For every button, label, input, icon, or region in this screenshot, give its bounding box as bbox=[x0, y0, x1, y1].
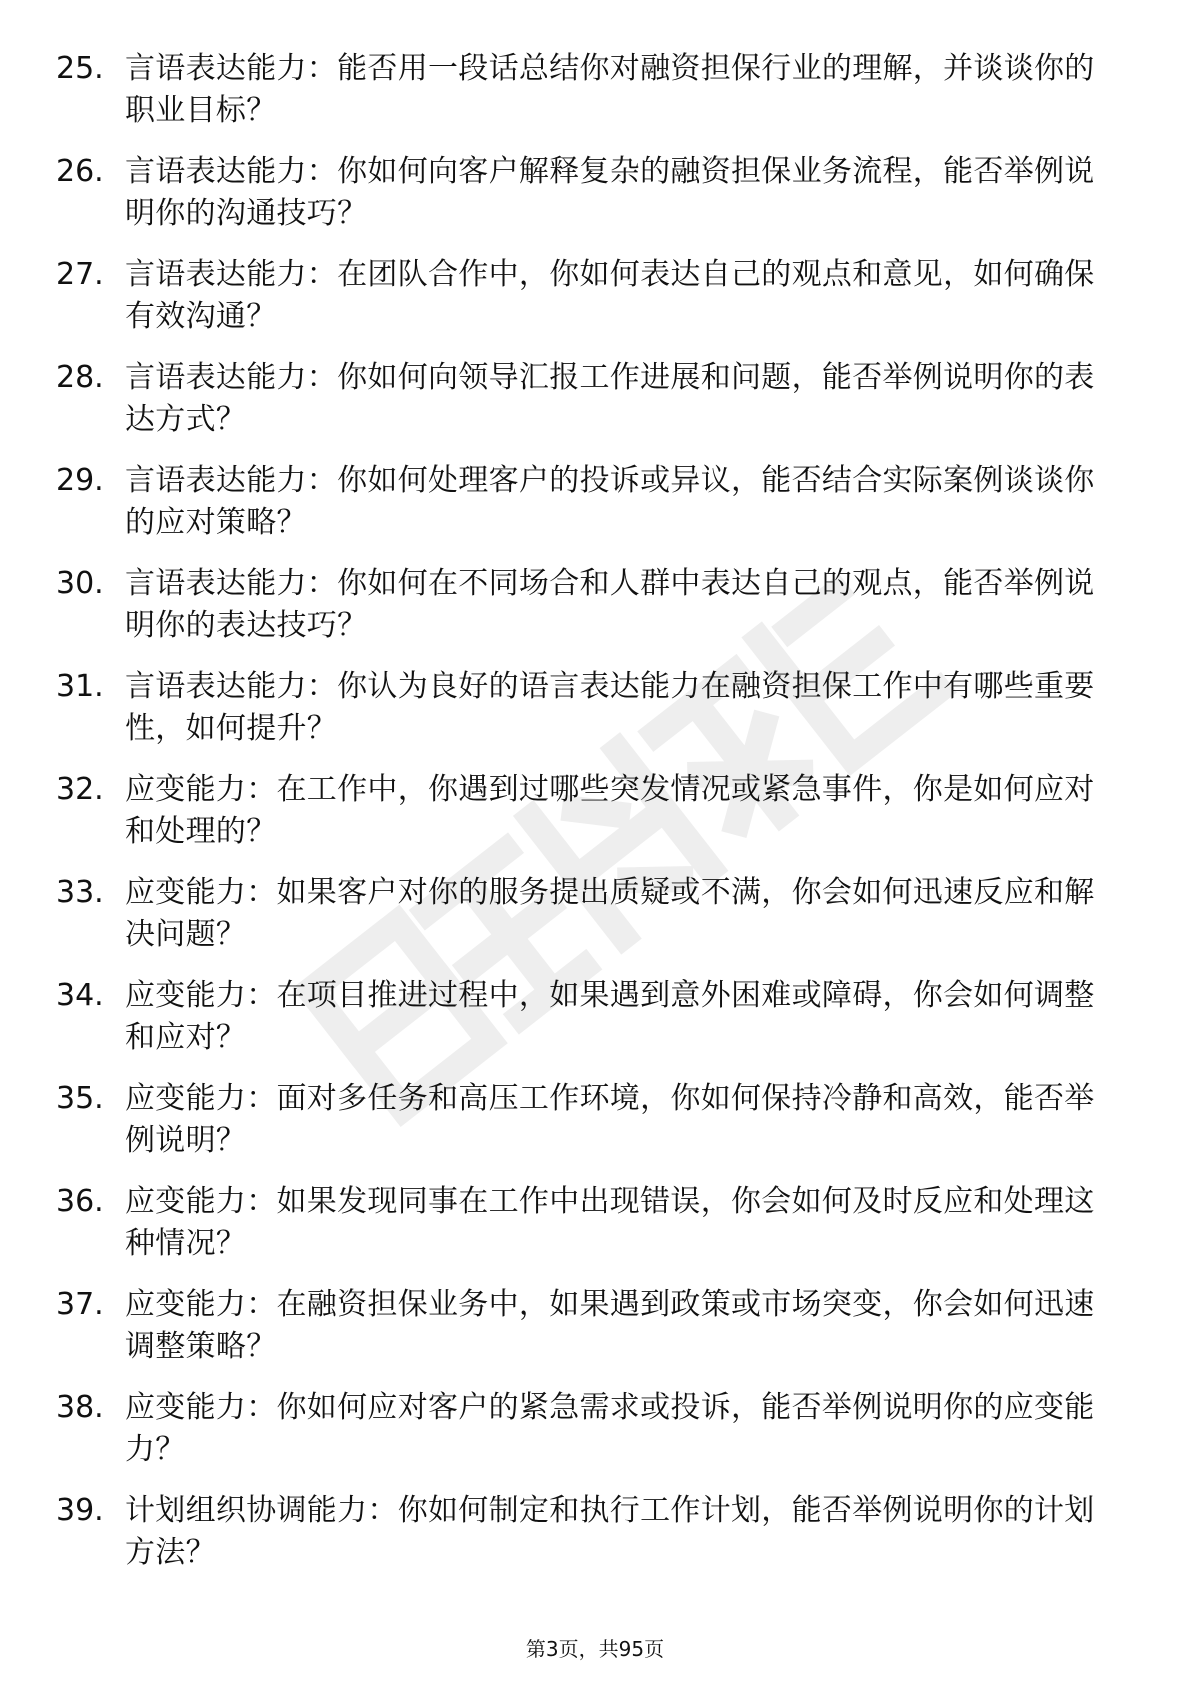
question-number: 32. bbox=[56, 772, 104, 807]
question-number: 35. bbox=[56, 1081, 104, 1116]
question-text: 言语表达能力：能否用一段话总结你对融资担保行业的理解，并谈谈你的职业目标？ bbox=[125, 51, 1095, 128]
question-item-29 bbox=[0, 460, 1190, 563]
question-number: 27. bbox=[56, 257, 104, 292]
question-item-32 bbox=[0, 769, 1190, 872]
question-item-33 bbox=[0, 872, 1190, 975]
question-item-31 bbox=[0, 666, 1190, 769]
question-number: 34. bbox=[56, 978, 104, 1013]
question-text: 言语表达能力：你如何向领导汇报工作进展和问题，能否举例说明你的表达方式？ bbox=[125, 360, 1095, 437]
question-number: 31. bbox=[56, 669, 104, 704]
question-text: 言语表达能力：你如何向客户解释复杂的融资担保业务流程，能否举例说明你的沟通技巧？ bbox=[125, 154, 1095, 231]
question-item-37 bbox=[0, 1284, 1190, 1387]
question-text: 计划组织协调能力：你如何制定和执行工作计划，能否举例说明你的计划方法？ bbox=[125, 1493, 1095, 1570]
question-list bbox=[0, 48, 1190, 1593]
question-text: 应变能力：在融资担保业务中，如果遇到政策或市场突变，你会如何迅速调整策略？ bbox=[125, 1287, 1095, 1364]
question-item-35 bbox=[0, 1078, 1190, 1181]
question-text: 言语表达能力：你如何在不同场合和人群中表达自己的观点，能否举例说明你的表达技巧？ bbox=[125, 566, 1095, 643]
question-number: 38. bbox=[56, 1390, 104, 1425]
question-text: 应变能力：如果发现同事在工作中出现错误，你会如何及时反应和处理这种情况？ bbox=[125, 1184, 1095, 1261]
question-item-38 bbox=[0, 1387, 1190, 1490]
question-item-34 bbox=[0, 975, 1190, 1078]
question-number: 26. bbox=[56, 154, 104, 189]
question-text: 应变能力：你如何应对客户的紧急需求或投诉，能否举例说明你的应变能力？ bbox=[125, 1390, 1095, 1467]
question-text: 应变能力：面对多任务和高压工作环境，你如何保持冷静和高效，能否举例说明？ bbox=[125, 1081, 1095, 1158]
question-item-39 bbox=[0, 1490, 1190, 1593]
question-item-36 bbox=[0, 1181, 1190, 1284]
question-text: 言语表达能力：在团队合作中，你如何表达自己的观点和意见，如何确保有效沟通？ bbox=[125, 257, 1095, 334]
question-number: 25. bbox=[56, 51, 104, 86]
question-item-28 bbox=[0, 357, 1190, 460]
question-text: 言语表达能力：你认为良好的语言表达能力在融资担保工作中有哪些重要性，如何提升？ bbox=[125, 669, 1095, 746]
question-number: 36. bbox=[56, 1184, 104, 1219]
question-item-30 bbox=[0, 563, 1190, 666]
question-item-27 bbox=[0, 254, 1190, 357]
question-number: 28. bbox=[56, 360, 104, 395]
question-text: 言语表达能力：你如何处理客户的投诉或异议，能否结合实际案例谈谈你的应对策略？ bbox=[125, 463, 1095, 540]
page-footer: 第3页，共95页 bbox=[525, 1637, 665, 1661]
question-number: 29. bbox=[56, 463, 104, 498]
question-number: 33. bbox=[56, 875, 104, 910]
question-text: 应变能力：如果客户对你的服务提出质疑或不满，你会如何迅速反应和解决问题？ bbox=[125, 875, 1095, 952]
question-number: 30. bbox=[56, 566, 104, 601]
question-text: 应变能力：在项目推进过程中，如果遇到意外困难或障碍，你会如何调整和应对？ bbox=[125, 978, 1095, 1055]
question-number: 39. bbox=[56, 1493, 104, 1528]
question-item-25 bbox=[0, 48, 1190, 151]
question-number: 37. bbox=[56, 1287, 104, 1322]
question-item-26 bbox=[0, 151, 1190, 254]
question-text: 应变能力：在工作中，你遇到过哪些突发情况或紧急事件，你是如何应对和处理的？ bbox=[125, 772, 1095, 849]
